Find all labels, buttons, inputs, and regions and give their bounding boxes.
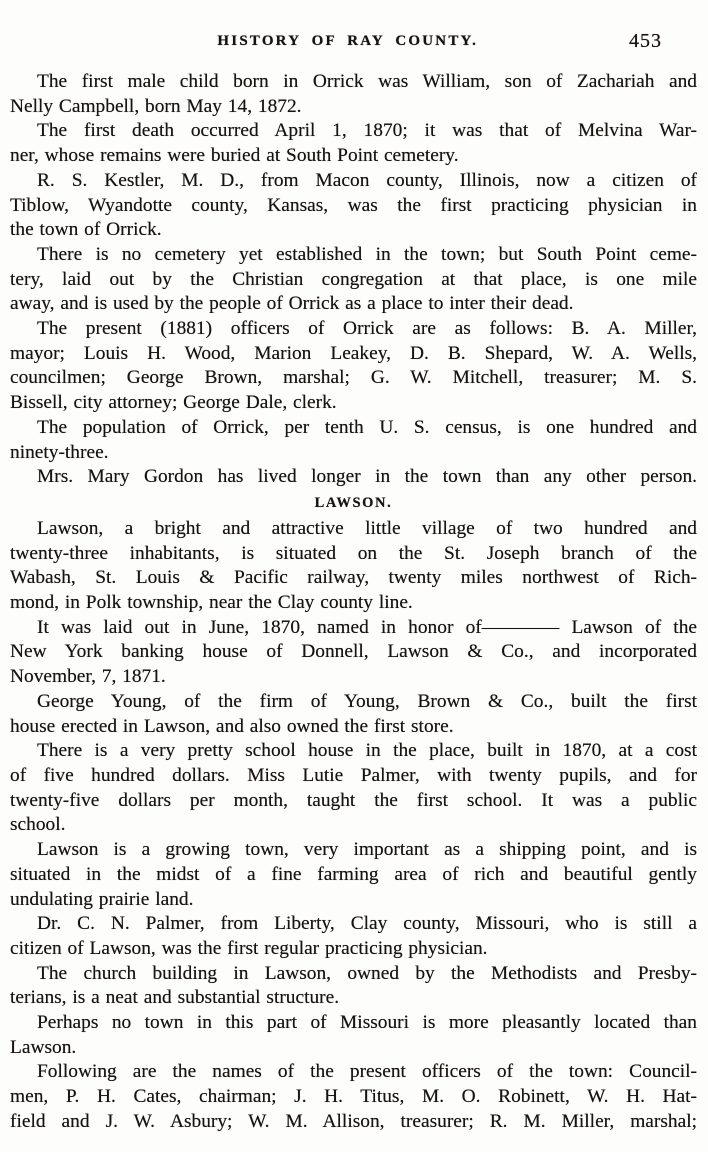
paragraph (10, 962, 697, 1011)
text-line: Mrs. Mary Gordon has lived longer in the town than any other person. (37, 466, 697, 488)
running-header-title: HISTORY OF RAY COUNTY. (217, 33, 479, 49)
text-line: citizen of Lawson, was the first regular practicing physician. (10, 937, 488, 959)
paragraph (10, 1060, 697, 1134)
text-line: There is a very pretty school house in the place, built in 1870, at a cost (37, 740, 697, 762)
text-line: tery, laid out by the Christian congregation at that place, is one mile (10, 268, 697, 290)
paragraph (10, 912, 697, 961)
text-line: field and J. W. Asbury; W. M. Allison, treasurer; R. M. Miller, marshal; (10, 1110, 697, 1132)
paragraph (10, 70, 697, 119)
text-line: mayor; Louis H. Wood, Marion Leakey, D. B. Shepard, W. A. Wells, (10, 342, 697, 364)
paragraph (10, 838, 697, 912)
text-line: George Young, of the firm of Young, Brown & Co., built the first (37, 690, 697, 712)
text-line: situated in the midst of a fine farming area of rich and beautiful gently (10, 863, 697, 885)
text-line: The present (1881) officers of Orrick are as follows: B. A. Miller, (37, 318, 697, 340)
paragraph (10, 690, 697, 739)
text-line: New York banking house of Donnell, Lawson & Co., and incorporated (10, 641, 697, 663)
paragraph (10, 517, 697, 616)
text-line: Lawson is a growing town, very important as a shipping point, and is (37, 839, 697, 861)
paragraph (10, 739, 697, 838)
paragraph (10, 416, 697, 465)
text-line: undulating prairie land. (10, 888, 194, 910)
paragraph (10, 119, 697, 168)
section-heading: LAWSON. (314, 494, 393, 511)
text-line: There is no cemetery yet established in the town; but South Point ceme- (37, 243, 697, 265)
text-line: men, P. H. Cates, chairman; J. H. Titus, M. O. Robinett, W. H. Hat- (10, 1086, 697, 1108)
running-header (10, 30, 696, 55)
text-line: Dr. C. N. Palmer, from Liberty, Clay county, Missouri, who is still a (37, 913, 697, 935)
text-line: house erected in Lawson, and also owned the first store. (10, 715, 454, 737)
text-line: Lawson, a bright and attractive little village of two hundred and (37, 517, 697, 539)
text-line: mond, in Polk township, near the Clay county line. (10, 592, 413, 614)
text-line: terians, is a neat and substantial structure. (10, 987, 340, 1009)
text-line: away, and is used by the people of Orrick as a place to inter their dead. (10, 293, 574, 315)
text-line: the town of Orrick. (10, 219, 162, 241)
paragraph (10, 243, 697, 317)
text-line: November, 7, 1871. (10, 666, 166, 688)
text-line: It was laid out in June, 1870, named in honor of———— Lawson of the (37, 616, 697, 638)
paragraph (10, 317, 697, 416)
text-line: of five hundred dollars. Miss Lutie Palmer, with twenty pupils, and for (10, 764, 697, 786)
text-line: ner, whose remains were buried at South Point cemetery. (10, 145, 459, 167)
paragraph (10, 169, 697, 243)
text-line: councilmen; George Brown, marshal; G. W. Mitchell, treasurer; M. S. (10, 367, 697, 389)
page-body (10, 70, 697, 1135)
text-line: Following are the names of the present officers of the town: Council- (37, 1061, 697, 1083)
text-line: The first male child born in Orrick was William, son of Zachariah and (37, 71, 697, 92)
text-line: ninety-three. (10, 441, 109, 463)
page-number: 453 (629, 30, 662, 52)
paragraph (10, 465, 697, 490)
text-line: Bissell, city attorney; George Dale, clerk. (10, 392, 337, 414)
text-line: The first death occurred April 1, 1870; it was that of Melvina War- (37, 120, 697, 142)
text-line: R. S. Kestler, M. D., from Macon county, Illinois, now a citizen of (37, 169, 697, 191)
text-line: Nelly Campbell, born May 14, 1872. (10, 95, 302, 117)
paragraph (10, 616, 697, 690)
text-line: Lawson. (10, 1036, 77, 1058)
text-line: school. (10, 814, 66, 836)
text-line: The church building in Lawson, owned by the Methodists and Presby- (37, 962, 697, 984)
text-line: Wabash, St. Louis & Pacific railway, twenty miles northwest of Rich- (10, 567, 697, 589)
text-line: Tiblow, Wyandotte county, Kansas, was the first practicing physician in (10, 194, 697, 216)
text-line: Perhaps no town in this part of Missouri is more pleasantly located than (37, 1012, 697, 1034)
text-line: twenty-five dollars per month, taught the first school. It was a public (10, 789, 697, 811)
text-line: The population of Orrick, per tenth U. S. census, is one hundred and (37, 416, 697, 438)
text-line: twenty-three inhabitants, is situated on the St. Joseph branch of the (10, 542, 697, 564)
paragraph (10, 1011, 697, 1060)
